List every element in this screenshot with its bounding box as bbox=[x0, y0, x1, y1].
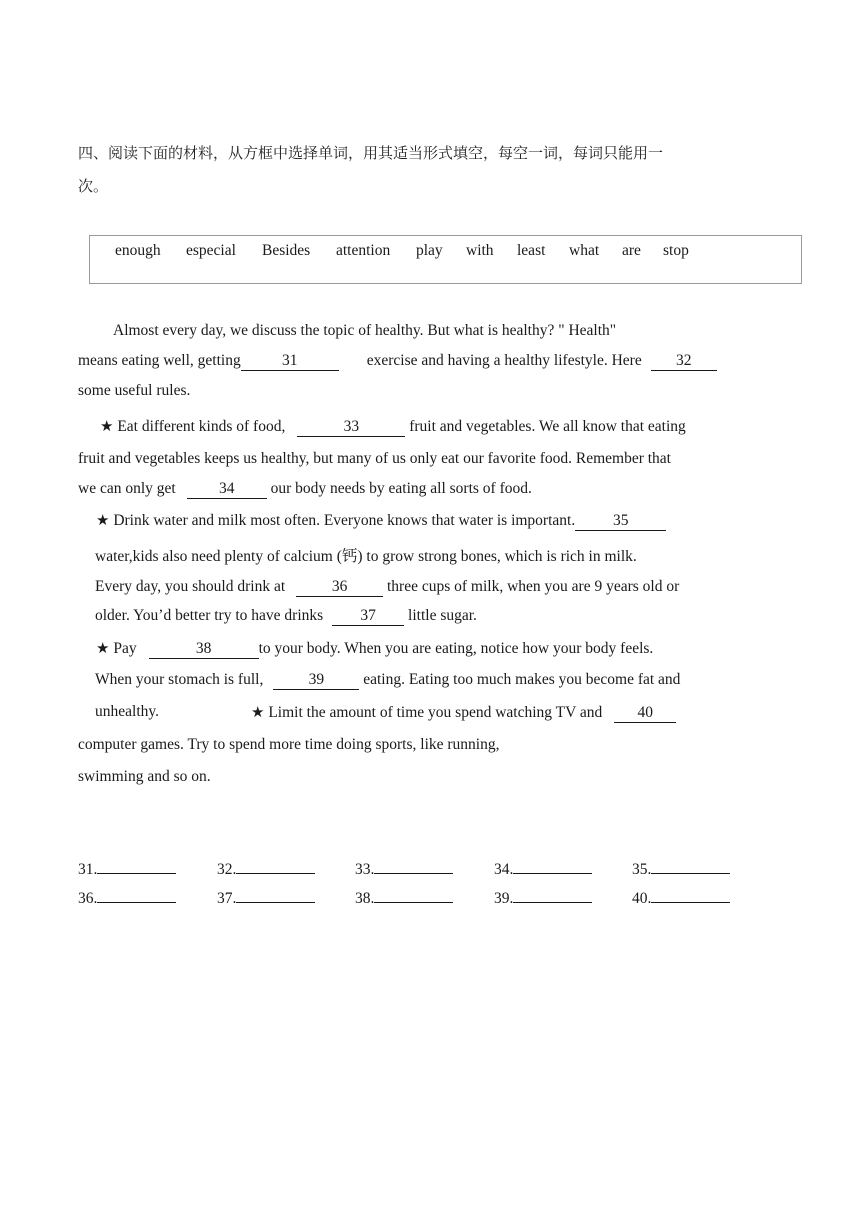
passage-line bbox=[78, 450, 671, 468]
answer-line[interactable] bbox=[651, 859, 730, 874]
passage-line bbox=[96, 511, 666, 531]
passage-line bbox=[95, 607, 477, 626]
passage-line bbox=[78, 736, 499, 754]
answer-field-40[interactable] bbox=[632, 888, 730, 908]
answer-number: 31. bbox=[78, 861, 98, 878]
answer-line[interactable] bbox=[236, 859, 315, 874]
blank-31[interactable]: 31 bbox=[241, 353, 339, 371]
passage-text: fruit and vegetables keeps us healthy, but many of us only eat our favorite food. Remember that bbox=[78, 450, 671, 467]
answer-number: 40. bbox=[632, 890, 652, 907]
passage-line bbox=[96, 639, 653, 659]
blank-40[interactable]: 40 bbox=[614, 705, 676, 723]
passage-line bbox=[251, 703, 676, 723]
passage-text: unhealthy. bbox=[95, 703, 159, 720]
answer-number: 34. bbox=[494, 861, 514, 878]
answer-field-35[interactable] bbox=[632, 859, 730, 879]
passage-text: computer games. Try to spend more time doing sports, like running, bbox=[78, 736, 500, 753]
passage-text: to your body. When you are eating, notice how your body feels. bbox=[258, 640, 654, 657]
passage-text: eating. Eating too much makes you become fat and bbox=[363, 671, 681, 688]
passage-text: our body needs by eating all sorts of food. bbox=[270, 480, 532, 497]
passage-line bbox=[78, 480, 532, 499]
answer-line[interactable] bbox=[374, 859, 453, 874]
answer-field-33[interactable] bbox=[355, 859, 453, 879]
passage-line bbox=[95, 544, 637, 566]
answer-number: 32. bbox=[217, 861, 237, 878]
star-icon: ★ bbox=[96, 511, 110, 529]
answer-number: 36. bbox=[78, 890, 98, 907]
blank-33[interactable]: 33 bbox=[297, 419, 405, 437]
answer-field-37[interactable] bbox=[217, 888, 315, 908]
passage-text: Pay bbox=[113, 640, 137, 657]
passage-text: older. You’d better try to have drinks bbox=[95, 607, 324, 624]
passage-text: some useful rules. bbox=[78, 382, 191, 399]
passage-text: When your stomach is full, bbox=[95, 671, 264, 688]
answer-field-31[interactable] bbox=[78, 859, 176, 879]
word-bank-item: are bbox=[622, 242, 641, 259]
word-bank-item: least bbox=[517, 242, 546, 259]
blank-38[interactable]: 38 bbox=[149, 641, 259, 659]
answer-line[interactable] bbox=[374, 888, 453, 903]
passage-line bbox=[78, 352, 717, 371]
passage-text: little sugar. bbox=[408, 607, 477, 624]
answer-line[interactable] bbox=[97, 888, 176, 903]
answer-field-38[interactable] bbox=[355, 888, 453, 908]
answer-field-36[interactable] bbox=[78, 888, 176, 908]
answer-line[interactable] bbox=[513, 888, 592, 903]
answer-line[interactable] bbox=[513, 859, 592, 874]
word-bank-item: what bbox=[569, 242, 600, 259]
instruction-line-1: 四、阅读下面的材料，从方框中选择单词，用其适当形式填空，每空一词，每词只能用一 bbox=[78, 144, 664, 162]
passage-line bbox=[113, 322, 616, 340]
answer-field-34[interactable] bbox=[494, 859, 592, 879]
answer-field-32[interactable] bbox=[217, 859, 315, 879]
word-bank-item: with bbox=[466, 242, 494, 259]
word-bank-item: attention bbox=[336, 242, 391, 259]
word-bank-item: play bbox=[416, 242, 443, 259]
passage-line bbox=[95, 703, 159, 721]
blank-34[interactable]: 34 bbox=[187, 481, 267, 499]
passage-line bbox=[95, 671, 680, 690]
passage-text: water,kids also need plenty of calcium (钙) to grow strong bones, which is rich in milk. bbox=[95, 548, 637, 565]
passage-text: Every day, you should drink at bbox=[95, 578, 286, 595]
passage-text: means eating well, getting bbox=[78, 352, 241, 369]
blank-37[interactable]: 37 bbox=[332, 608, 404, 626]
passage-line bbox=[78, 382, 190, 400]
answer-number: 37. bbox=[217, 890, 237, 907]
star-icon: ★ bbox=[100, 417, 114, 435]
answer-line[interactable] bbox=[651, 888, 730, 903]
passage-text: swimming and so on. bbox=[78, 768, 211, 785]
word-bank-item: stop bbox=[663, 242, 689, 259]
passage-text: three cups of milk, when you are 9 years old or bbox=[387, 578, 680, 595]
answer-field-39[interactable] bbox=[494, 888, 592, 908]
passage-line bbox=[78, 768, 211, 786]
word-bank-item: enough bbox=[115, 242, 161, 259]
star-icon: ★ bbox=[96, 639, 110, 657]
instruction-line-2: 次。 bbox=[78, 177, 109, 195]
passage-text: we can only get bbox=[78, 480, 176, 497]
blank-35[interactable]: 35 bbox=[575, 513, 666, 531]
passage-text: exercise and having a healthy lifestyle. Here bbox=[366, 352, 642, 369]
passage-line bbox=[100, 417, 686, 437]
blank-32[interactable]: 32 bbox=[651, 353, 717, 371]
word-bank-item: Besides bbox=[262, 242, 311, 259]
answer-number: 35. bbox=[632, 861, 652, 878]
passage-text: Eat different kinds of food, bbox=[117, 418, 286, 435]
passage-text: Limit the amount of time you spend watching TV and bbox=[268, 704, 603, 721]
answer-line[interactable] bbox=[97, 859, 176, 874]
passage-text: fruit and vegetables. We all know that eating bbox=[409, 418, 686, 435]
answer-number: 39. bbox=[494, 890, 514, 907]
answer-number: 38. bbox=[355, 890, 375, 907]
passage-text: Drink water and milk most often. Everyone knows that water is important. bbox=[113, 512, 576, 529]
passage-line bbox=[95, 578, 679, 597]
star-icon: ★ bbox=[251, 703, 265, 721]
blank-36[interactable]: 36 bbox=[296, 579, 383, 597]
passage-text: Almost every day, we discuss the topic of healthy. But what is healthy? " Health" bbox=[113, 322, 617, 339]
answer-line[interactable] bbox=[236, 888, 315, 903]
blank-39[interactable]: 39 bbox=[273, 672, 359, 690]
answer-number: 33. bbox=[355, 861, 375, 878]
word-bank-item: especial bbox=[186, 242, 236, 259]
